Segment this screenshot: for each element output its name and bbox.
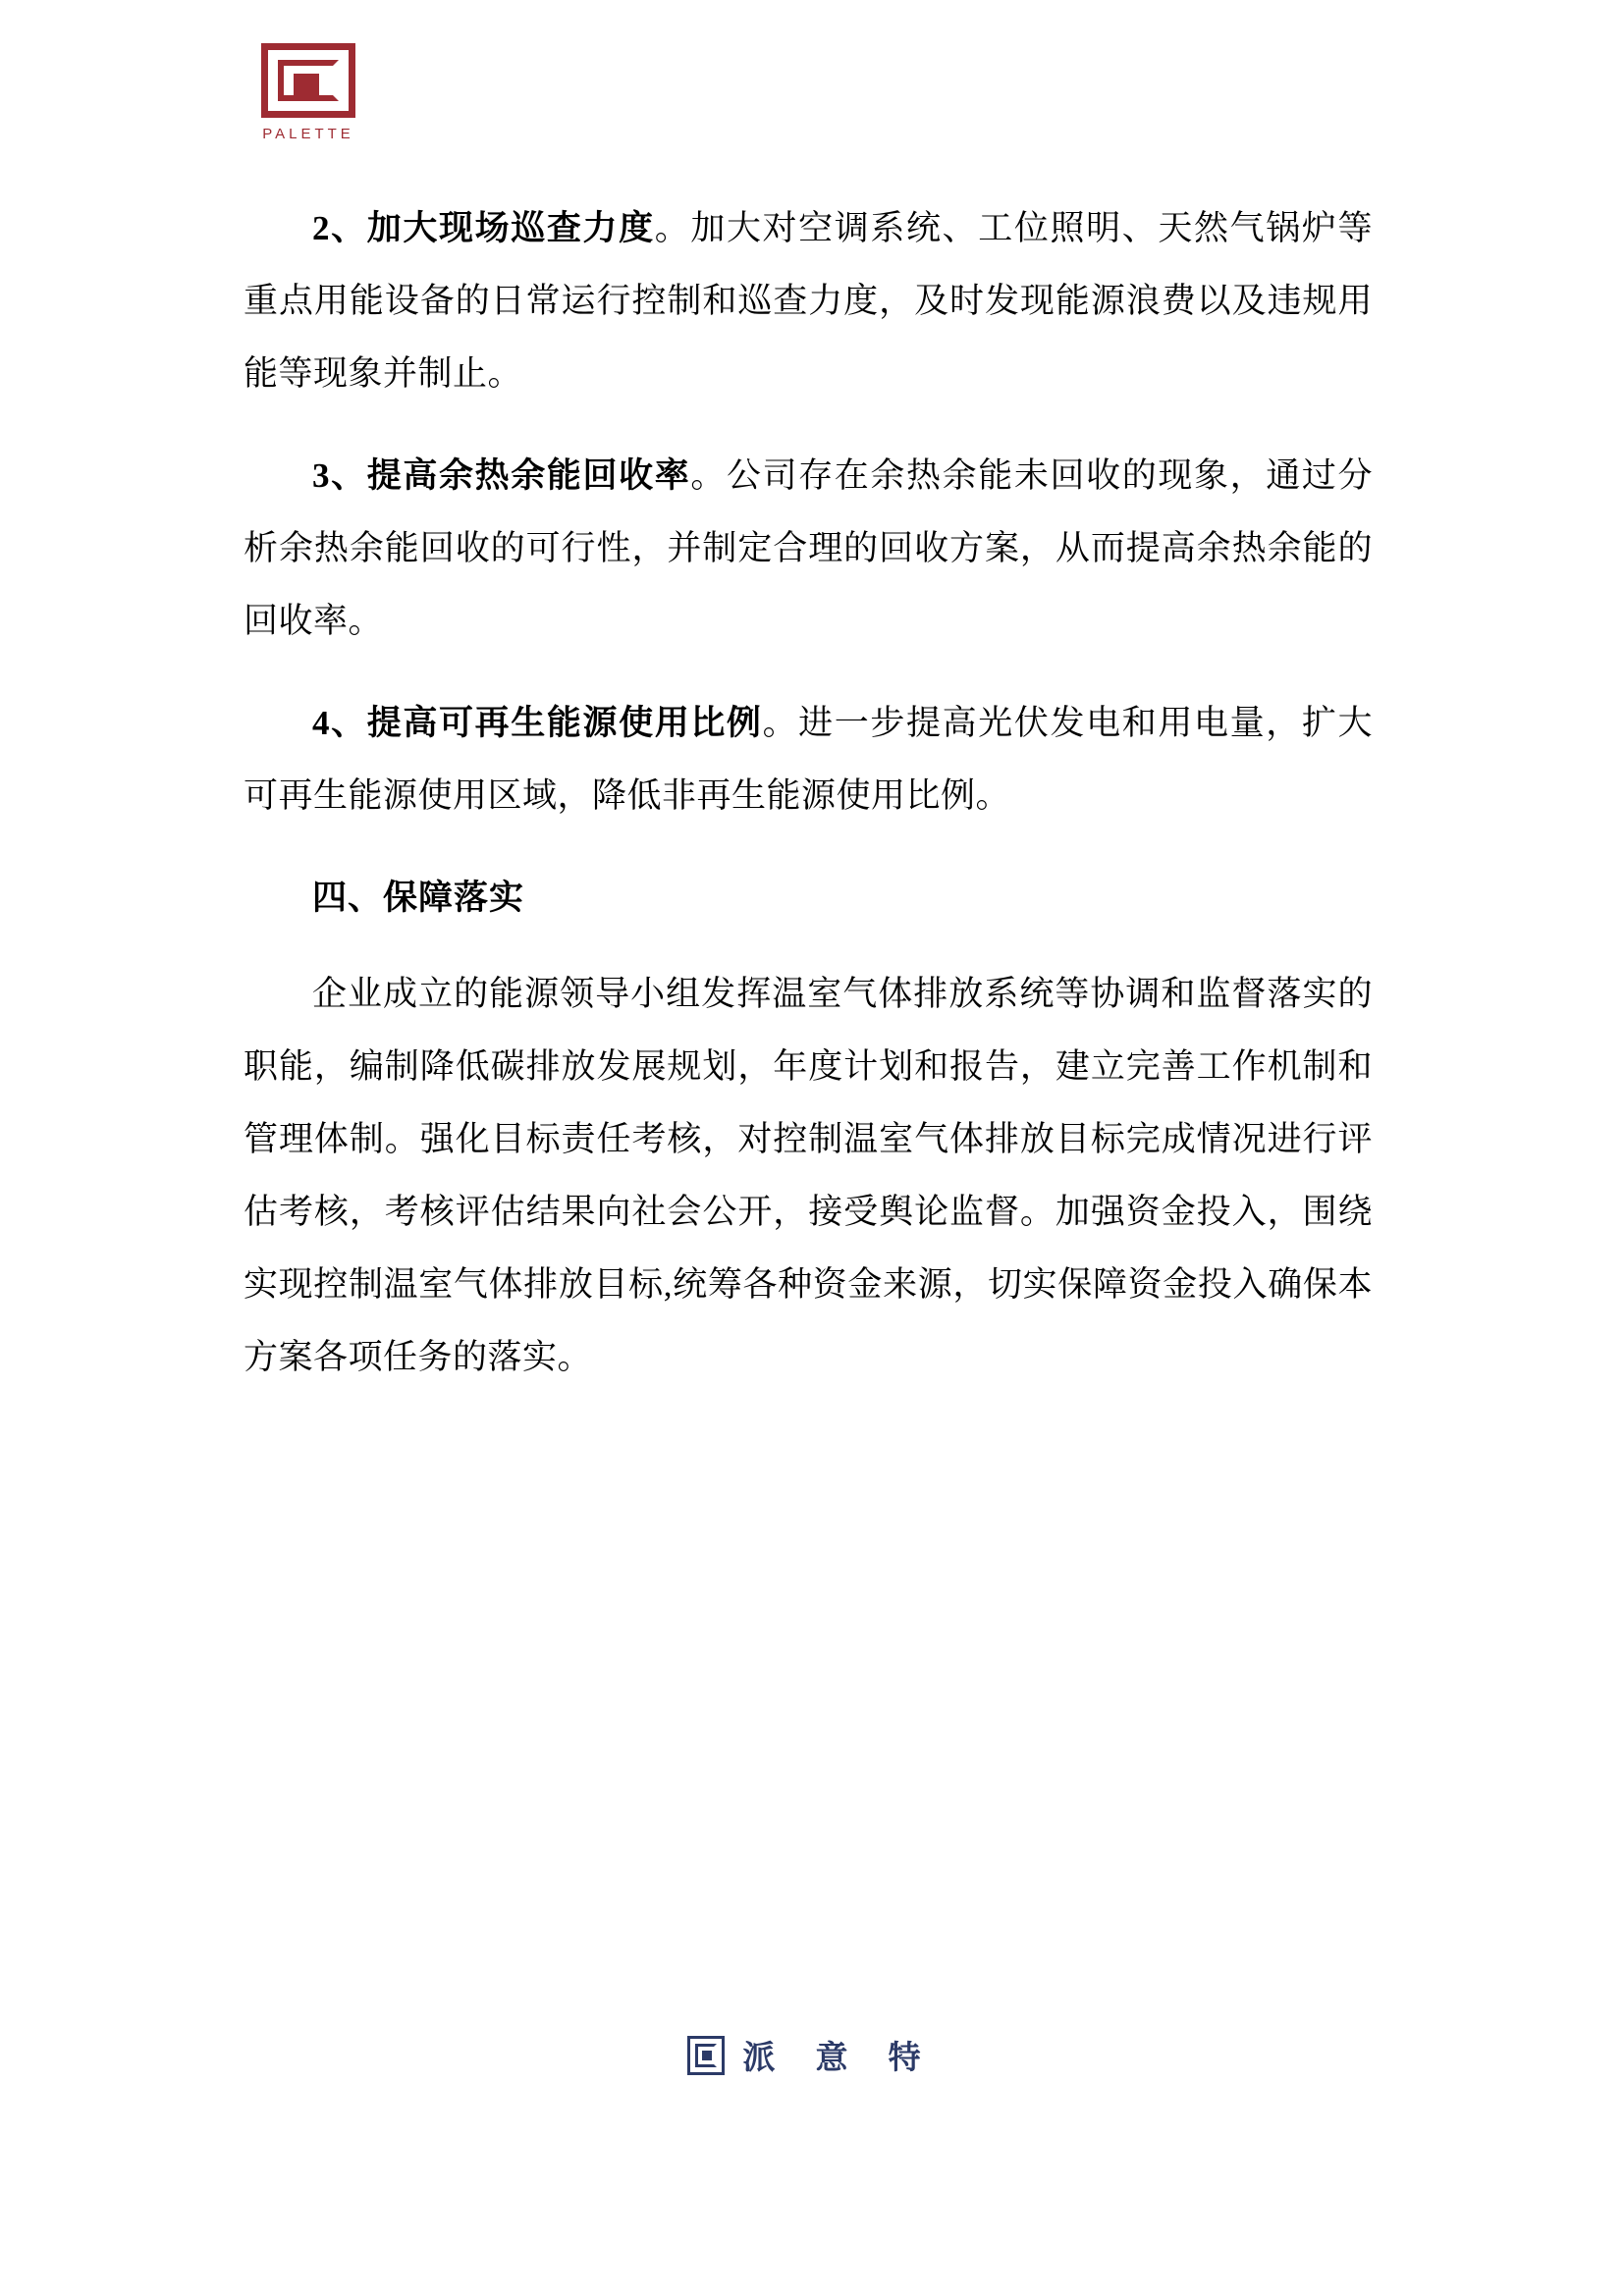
document-body [244,192,1373,1394]
paragraph-closing: 企业成立的能源领导小组发挥温室气体排放系统等协调和监督落实的职能，编制降低碳排放发展规划，年度计划和报告，建立完善工作机制和管理体制。强化目标责任考核，对控制温室气体排放目标完成情况进行评估考核，考核评估结果向社会公开，接受舆论监督。加强资金投入，围绕实现控制温室气体排放目标,统筹各种资金来源，切实保障资金投入确保本方案各项任务的落实。 [244,975,1373,1376]
header-logo [253,43,391,153]
paragraph-text: 。公司存在余热余能未回收的现象，通过分析余热余能回收的可行性，并制定合理的回收方案，从而提高余热余能的回收率。 [244,456,1373,640]
palette-footer-logo-icon [687,2036,725,2075]
paragraph-lead: 4、提高可再生能源使用比例 [312,704,763,742]
paragraph-item-4 [244,687,1373,832]
paragraph-text: 。进一步提高光伏发电和用电量，扩大可再生能源使用区域，降低非再生能源使用比例。 [244,704,1373,815]
footer-brand-text: 派 意 特 [742,2039,937,2075]
paragraph-text: 。加大对空调系统、工位照明、天然气锅炉等重点用能设备的日常运行控制和巡查力度，及时发现能源浪费以及违规用能等现象并制止。 [244,209,1373,393]
logo-wordmark: PALETTE [262,126,354,142]
section-heading: 四、保障落实 [312,879,525,917]
palette-logo-icon [261,43,355,118]
paragraph-item-2 [244,192,1373,410]
paragraph-item-3 [244,440,1373,658]
paragraph-lead: 3、提高余热余能回收率 [312,456,691,495]
paragraph-lead: 2、加大现场巡查力度 [312,209,655,247]
page-footer [0,2032,1624,2078]
